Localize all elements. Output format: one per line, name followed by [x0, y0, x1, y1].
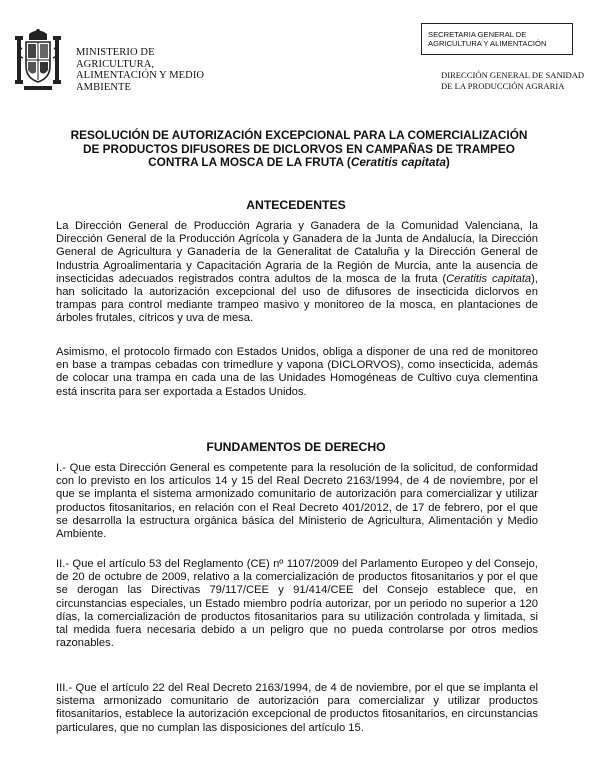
antecedentes-paragraph-2: Asimismo, el protocolo firmado con Estados Unidos, obliga a disponer de una red de monitoreo en base a trampas cebadas con trimedlure y vapona (DICLORVOS), como insecticida, además de colocar una trampa en cada una de las Unidades Homogéneas de Cultivo cuya clementina está inscrita para ser exportada a Estados Unidos. [56, 346, 538, 398]
fundamentos-heading: FUNDAMENTOS DE DERECHO [206, 440, 386, 454]
paragraph-text: La Dirección General de Producción Agraria y Ganadera de la Comunidad Valenciana, la Dirección General de la Producción Agrícola y Ganadera de la Junta de Andalucía, la Dirección General de Agricultura y Ganadería de la Generalitat de Cataluña y la Dirección General de Industria Agroalimentaria y Capacitación Agraria de la Región de Murcia, ante la ausencia de insecticidas adecuados registrados contra adultos de la mosca de la fruta ( [56, 220, 538, 285]
ministry-line: AMBIENTE [76, 81, 132, 93]
fundamentos-paragraph-3: III.- Que el artículo 22 del Real Decreto 2163/1994, de 4 de noviembre, por el que se implanta el sistema armonizado comunitario de autorización para comercializar y utilizar productos fitosanitarios, establece la autorización excepcional de productos fitosanitarios, en circunstancias particulares, que no cumplan las disposiciones del artículo 15. [56, 682, 538, 734]
secretaria-line: SECRETARIA GENERAL DE [428, 30, 527, 39]
direccion-line: DE LA PRODUCCIÓN AGRARIA [441, 81, 565, 91]
fundamentos-paragraph-1: I.- Que esta Dirección General es competente para la resolución de la solicitud, de conformidad con lo previsto en los artículos 14 y 15 del Real Decreto 2163/1994, de 4 de noviembre, por el que se implanta el sistema armonizado comunitario de autorización para comercializar y utilizar productos fitosanitarios, en relación con el Real Decreto 401/2012, de 17 de febrero, por el que se desarrolla la estructura orgánica básica del Ministerio de Agricultura, Alimentación y Medio Ambiente. [56, 462, 538, 541]
title-species-name: Ceratitis capitata [350, 155, 446, 169]
fundamentos-paragraph-2: II.- Que el artículo 53 del Reglamento (CE) nº 1107/2009 del Parlamento Europeo y del Consejo, de 20 de octubre de 2009, relativo a la comercialización de productos fitosanitarios y por el que se derogan las Directivas 79/117/CEE y 91/414/CEE del Consejo establece que, en circunstancias especiales, un Estado miembro podría autorizar, por un periodo no superior a 120 días, la comercialización de productos fitosanitarios para su utilización controlada y limitada, si tal medida fuera necesaria debido a un peligro que no pueda controlarse por otros medios razonables. [56, 558, 538, 650]
resolution-title [54, 129, 544, 170]
direccion-general-header [441, 70, 584, 92]
antecedentes-paragraph-1 [56, 220, 538, 326]
ministry-line: ALIMENTACIÓN Y MEDIO [76, 70, 205, 81]
ministry-name [76, 47, 204, 93]
paragraph-text: ), han solicitado la autorización excepcional del uso de difusores de insecticida diclorvos en trampas para control mediante trampeo masivo y monitoreo de la mosca, en plantaciones de árboles frutales, cítricos y uva de mesa. [56, 272, 538, 325]
title-line: RESOLUCIÓN DE AUTORIZACIÓN EXCEPCIONAL PARA LA COMERCIALIZACIÓN [70, 128, 528, 142]
ministry-line: MINISTERIO DE [76, 47, 155, 58]
secretaria-line: AGRICULTURA Y ALIMENTACIÓN [428, 39, 547, 48]
secretaria-box [421, 23, 573, 55]
title-line-prefix: CONTRA LA MOSCA DE LA FRUTA ( [148, 155, 351, 169]
title-line [54, 156, 544, 170]
direccion-line: DIRECCIÓN GENERAL DE SANIDAD [441, 70, 585, 80]
ministry-line: AGRICULTURA, [76, 58, 155, 70]
title-line-suffix: ) [445, 155, 450, 169]
coat-of-arms-emblem [14, 28, 62, 92]
species-name: Ceratitis capitata [446, 272, 532, 285]
title-line: DE PRODUCTOS DIFUSORES DE DICLORVOS EN CAMPAÑAS DE TRAMPEO [83, 141, 515, 156]
antecedentes-heading: ANTECEDENTES [246, 198, 346, 212]
